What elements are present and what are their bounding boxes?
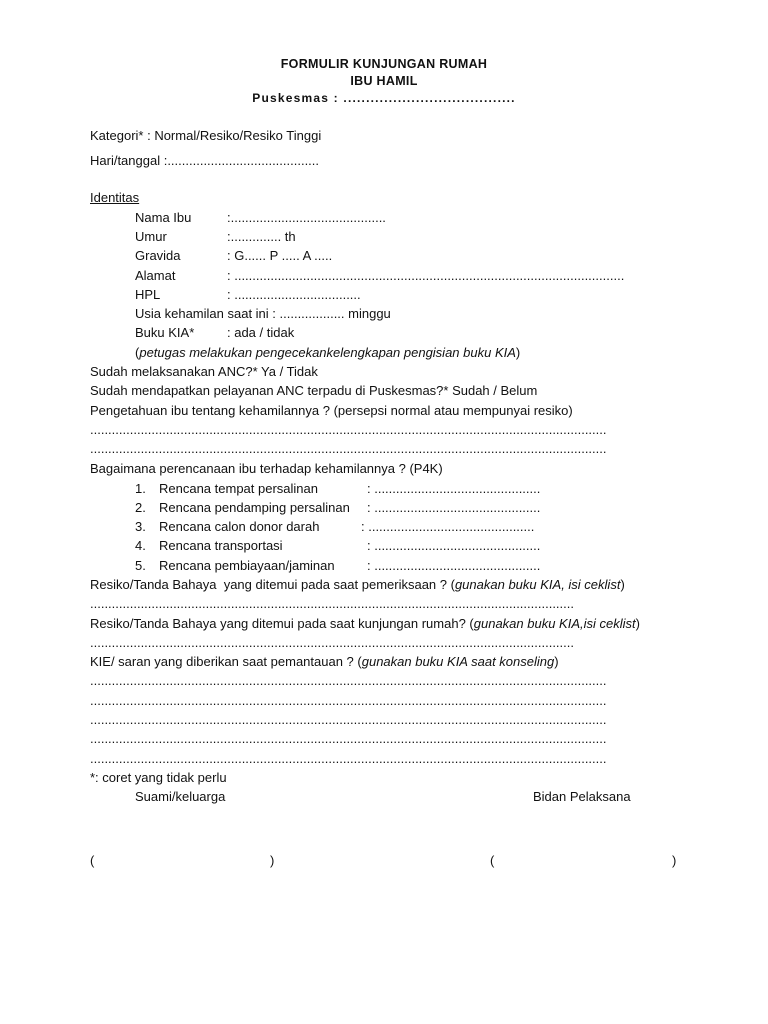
hpl-field: : ................................... xyxy=(227,287,361,302)
gravida-field: : G...... P ..... A ..... xyxy=(227,248,333,263)
kie-close: ) xyxy=(554,654,559,669)
footnote: *: coret yang tidak perlu xyxy=(90,770,227,785)
dotted-line: ............................................................................................................................................... xyxy=(90,673,607,688)
dotted-line: ............................................................................................................................................... xyxy=(90,712,607,727)
gravida-label: Gravida xyxy=(135,248,181,263)
identitas-heading: Identitas xyxy=(90,190,140,205)
resiko-kunjungan-italic: gunakan buku KIA,isi ceklist xyxy=(473,616,636,631)
p4k-item-label: Rencana pembiayaan/jaminan xyxy=(159,558,335,573)
note-open: ( xyxy=(135,345,140,360)
nama-ibu-field: :........................................... xyxy=(227,210,386,225)
alamat-label: Alamat xyxy=(135,268,176,283)
p4k-num: 2. xyxy=(135,500,146,515)
resiko-pemeriksaan-line xyxy=(90,577,625,593)
hpl-label: HPL xyxy=(135,287,161,302)
form-title: FORMULIR KUNJUNGAN RUMAH xyxy=(280,57,488,71)
umur-field: :.............. th xyxy=(227,229,296,244)
p4k-num: 3. xyxy=(135,519,146,534)
puskesmas-line: Puskesmas : ...................................... xyxy=(252,91,516,105)
signature-paren-close: ) xyxy=(270,853,275,868)
p4k-question: Bagaimana perencanaan ibu terhadap kehamilannya ? (P4K) xyxy=(90,461,443,476)
kie-line xyxy=(90,654,559,670)
alamat-field: : ............................................................................................................ xyxy=(227,268,625,283)
hari-tanggal-line: Hari/tanggal :.......................................... xyxy=(90,153,320,168)
p4k-item-field: : .............................................. xyxy=(367,558,541,573)
dotted-line: ............................................................................................................................................... xyxy=(90,441,607,456)
form-subtitle: IBU HAMIL xyxy=(350,74,418,88)
p4k-item-label: Rencana calon donor darah xyxy=(159,519,320,534)
umur-label: Umur xyxy=(135,229,167,244)
p4k-item-label: Rencana pendamping persalinan xyxy=(159,500,350,515)
p4k-item-field: : .............................................. xyxy=(361,519,535,534)
p4k-item-label: Rencana tempat persalinan xyxy=(159,481,318,496)
anc-line: Sudah melaksanakan ANC?* Ya / Tidak xyxy=(90,364,318,379)
petugas-note xyxy=(135,345,520,361)
buku-kia-label: Buku KIA* xyxy=(135,325,195,340)
kie-italic: gunakan buku KIA saat konseling xyxy=(361,654,555,669)
nama-ibu-label: Nama Ibu xyxy=(135,210,192,225)
dotted-line: ............................................................................................................................................... xyxy=(90,422,607,437)
p4k-num: 5. xyxy=(135,558,146,573)
dotted-line: ...................................................................................................................................... xyxy=(90,596,574,611)
p4k-item-field: : .............................................. xyxy=(367,538,541,553)
bidan-pelaksana-label: Bidan Pelaksana xyxy=(533,789,631,804)
suami-keluarga-label: Suami/keluarga xyxy=(135,789,226,804)
p4k-item-field: : .............................................. xyxy=(367,481,541,496)
dotted-line: ............................................................................................................................................... xyxy=(90,731,607,746)
resiko-pemeriksaan-close: ) xyxy=(620,577,625,592)
usia-kehamilan-line: Usia kehamilan saat ini : .................. minggu xyxy=(135,306,391,321)
kie-text: KIE/ saran yang diberikan saat pemantauan ? ( xyxy=(90,654,362,669)
p4k-num: 1. xyxy=(135,481,146,496)
resiko-pemeriksaan-italic: gunakan buku KIA, isi ceklist xyxy=(454,577,621,592)
resiko-kunjungan-close: ) xyxy=(635,616,640,631)
buku-kia-field: : ada / tidak xyxy=(227,325,295,340)
p4k-item-field: : .............................................. xyxy=(367,500,541,515)
dotted-line: ...................................................................................................................................... xyxy=(90,635,574,650)
note-text: petugas melakukan pengecekankelengkapan pengisian buku KIA xyxy=(139,345,516,360)
pengetahuan-line: Pengetahuan ibu tentang kehamilannya ? (persepsi normal atau mempunyai resiko) xyxy=(90,403,573,418)
resiko-pemeriksaan-text: Resiko/Tanda Bahaya yang ditemui pada saat pemeriksaan ? ( xyxy=(90,577,455,592)
dotted-line: ............................................................................................................................................... xyxy=(90,751,607,766)
resiko-kunjungan-line xyxy=(90,616,640,632)
signature-paren-close: ) xyxy=(672,853,677,868)
p4k-item-label: Rencana transportasi xyxy=(159,538,283,553)
p4k-num: 4. xyxy=(135,538,146,553)
kategori-line: Kategori* : Normal/Resiko/Resiko Tinggi xyxy=(90,128,322,143)
resiko-kunjungan-text: Resiko/Tanda Bahaya yang ditemui pada saat kunjungan rumah? ( xyxy=(90,616,474,631)
note-close: ) xyxy=(515,345,521,360)
dotted-line: ............................................................................................................................................... xyxy=(90,693,607,708)
signature-paren-open: ( xyxy=(490,853,495,868)
anc-terpadu-line: Sudah mendapatkan pelayanan ANC terpadu di Puskesmas?* Sudah / Belum xyxy=(90,383,538,398)
signature-paren-open: ( xyxy=(90,853,95,868)
